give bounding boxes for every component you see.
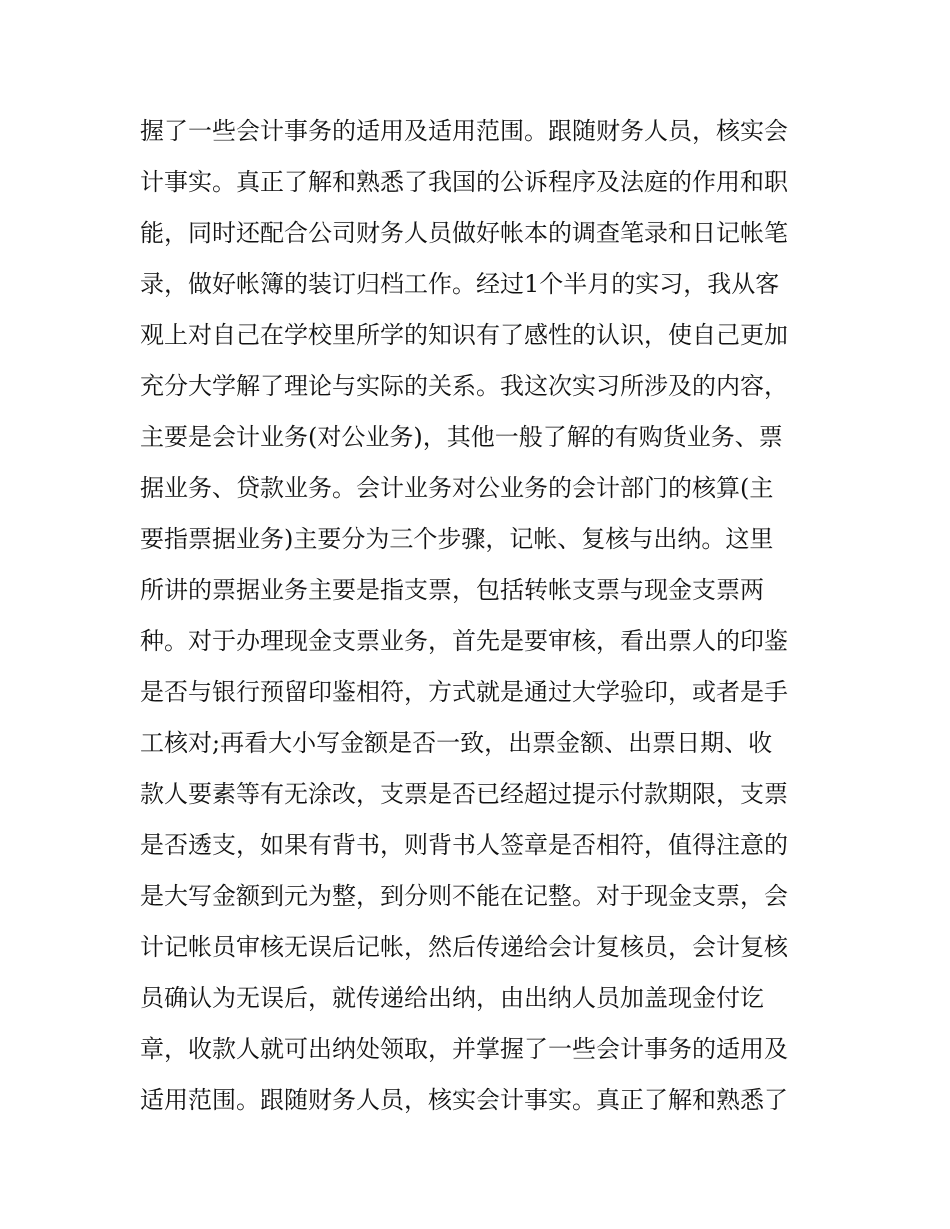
text-line-11: 种。对于办理现金支票业务，首先是要审核，看出票人的印鉴: [140, 627, 788, 655]
text-line-4: 录，做好帐簿的装订归档工作。经过1个半月的实习，我从客: [140, 270, 780, 298]
text-line-17: 计记帐员审核无误后记帐，然后传递给会计复核员，会计复核: [140, 933, 788, 961]
text-line-1: 握了一些会计事务的适用及适用范围。跟随财务人员，核实会: [140, 117, 788, 145]
text-line-2: 计事实。真正了解和熟悉了我国的公诉程序及法庭的作用和职: [140, 168, 788, 196]
text-line-18: 员确认为无误后，就传递给出纳，由出纳人员加盖现金付讫: [140, 984, 764, 1012]
text-line-12: 是否与银行预留印鉴相符，方式就是通过大学验印，或者是手: [140, 678, 788, 706]
text-line-7: 主要是会计业务(对公业务)，其他一般了解的有购货业务、票: [140, 423, 783, 451]
text-line-9: 要指票据业务)主要分为三个步骤，记帐、复核与出纳。这里: [140, 525, 774, 553]
text-line-19: 章，收款人就可出纳处领取，并掌握了一些会计事务的适用及: [140, 1035, 788, 1063]
text-line-13: 工核对;再看大小写金额是否一致，出票金额、出票日期、收: [140, 729, 773, 757]
text-line-14: 款人要素等有无涂改，支票是否已经超过提示付款期限，支票: [140, 780, 788, 808]
text-line-8: 据业务、贷款业务。会计业务对公业务的会计部门的核算(主: [140, 474, 774, 502]
text-line-10: 所讲的票据业务主要是指支票，包括转帐支票与现金支票两: [140, 576, 764, 604]
text-line-6: 充分大学解了理论与实际的关系。我这次实习所涉及的内容，: [140, 372, 788, 400]
text-line-15: 是否透支，如果有背书，则背书人签章是否相符，值得注意的: [140, 831, 788, 859]
text-line-5: 观上对自己在学校里所学的知识有了感性的认识，使自己更加: [140, 321, 788, 349]
body-paragraph: [140, 106, 820, 1126]
text-line-3: 能，同时还配合公司财务人员做好帐本的调查笔录和日记帐笔: [140, 219, 788, 247]
text-line-20: 适用范围。跟随财务人员，核实会计事实。真正了解和熟悉了: [140, 1086, 788, 1114]
text-line-16: 是大写金额到元为整，到分则不能在记整。对于现金支票，会: [140, 882, 788, 910]
